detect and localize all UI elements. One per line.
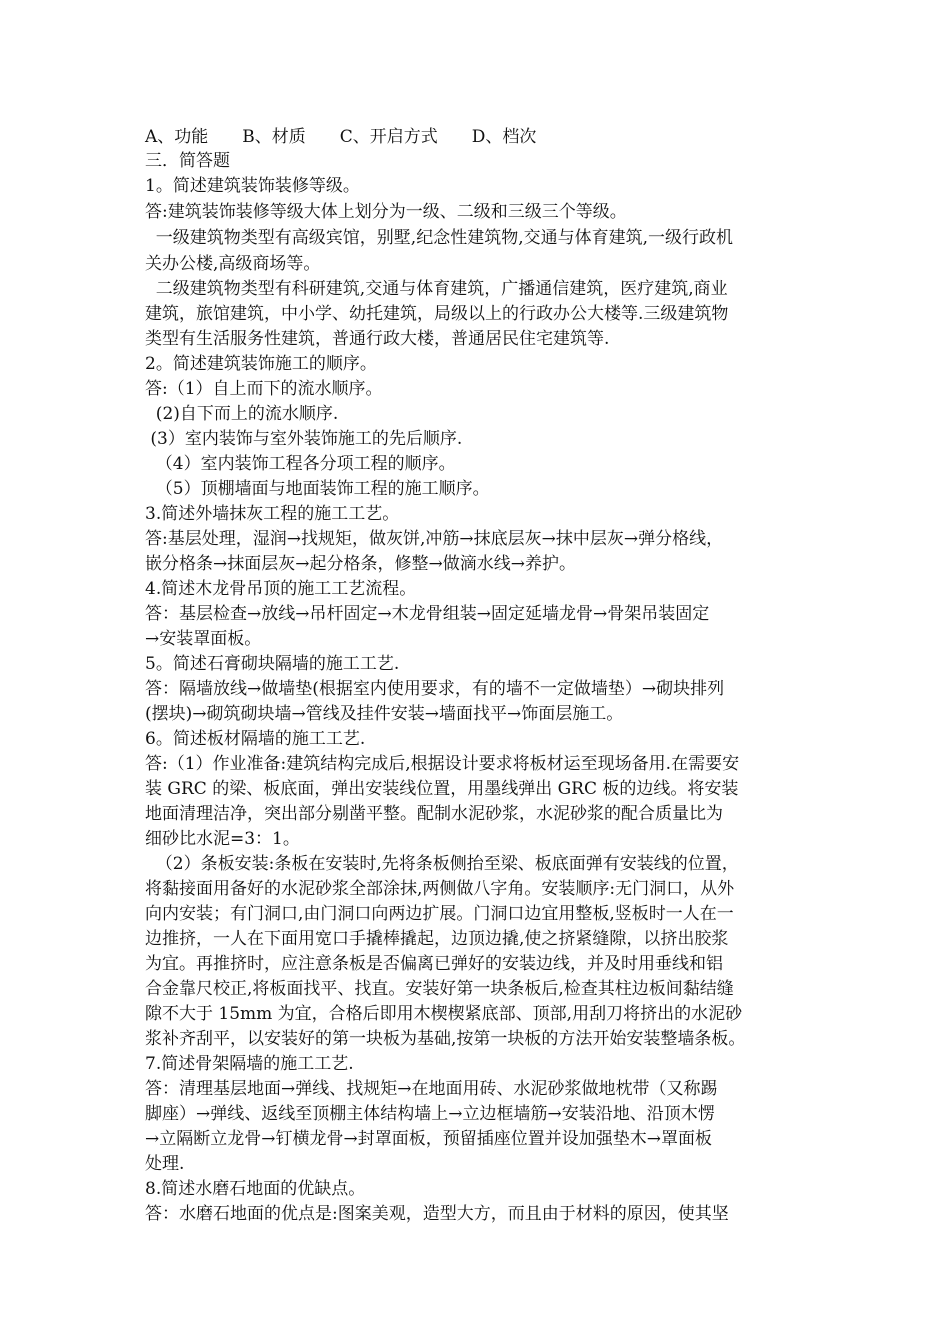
answer-line: 处理. [145,1154,185,1174]
question-1: 1。简述建筑装饰装修等级。 [145,176,360,196]
answer-line: →安装罩面板。 [145,629,262,649]
answer-line: 答:建筑装饰装修等级大体上划分为一级、二级和三级三个等级。 [145,202,627,222]
answer-line: 答：水磨石地面的优点是:图案美观，造型大方，而且由于材料的原因，使其坚 [145,1204,729,1224]
answer-line: 嵌分格条→抹面层灰→起分格条，修整→做滴水线→养护。 [145,554,576,574]
answer-line: 装 GRC 的梁、板底面，弹出安装线位置，用墨线弹出 GRC 板的边线。将安装 [145,779,739,799]
answer-line: （5）顶棚墙面与地面装饰工程的施工顺序。 [145,479,490,499]
answer-line: 合金靠尺校正,将板面找平、找直。安装好第一块条板后,检查其柱边板间黏结缝 [145,979,734,999]
answer-line: (摆块)→砌筑砌块墙→管线及挂件安装→墙面找平→饰面层施工。 [145,704,624,724]
question-5: 5。简述石膏砌块隔墙的施工工艺. [145,654,400,674]
answer-line: 将黏接面用备好的水泥砂浆全部涂抹,两侧做八字角。安装顺序:无门洞口，从外 [145,879,735,899]
answer-line: 边推挤，一人在下面用宽口手撬棒撬起，边顶边撬,使之挤紧缝隙，以挤出胶浆 [145,929,729,949]
answer-line: （2）条板安装:条板在安装时,先将条板侧抬至梁、板底面弹有安装线的位置， [145,854,739,874]
choice-options-line: A、功能 B、材质 C、开启方式 D、档次 [145,127,537,147]
question-2: 2。简述建筑装饰施工的顺序。 [145,354,377,374]
answer-line: 答:（1）作业准备:建筑结构完成后,根据设计要求将板材运至现场备用.在需要安 [145,754,740,774]
section-heading: 三．简答题 [145,151,230,171]
question-6: 6。简述板材隔墙的施工工艺. [145,729,366,749]
question-3: 3.简述外墙抹灰工程的施工工艺。 [145,504,400,524]
answer-line: 答:基层处理，湿润→找规矩，做灰饼,冲筋→抹底层灰→抹中层灰→弹分格线， [145,529,724,549]
answer-line: 隙不大于 15mm 为宜，合格后即用木楔楔紧底部、顶部,用刮刀将挤出的水泥砂 [145,1004,743,1024]
answer-line: 细砂比水泥=3：1。 [145,829,300,849]
question-7: 7.简述骨架隔墙的施工工艺. [145,1054,354,1074]
answer-line: 答:（1）自上而下的流水顺序。 [145,379,383,399]
answer-line: 向内安装；有门洞口,由门洞口向两边扩展。门洞口边宜用整板,竖板时一人在一 [145,904,734,924]
answer-line: 答：清理基层地面→弹线、找规矩→在地面用砖、水泥砂浆做地枕带（又称踢 [145,1079,718,1099]
question-4: 4.简述木龙骨吊顶的施工工艺流程。 [145,579,417,599]
question-8: 8.简述水磨石地面的优缺点。 [145,1179,366,1199]
answer-line: 一级建筑物类型有高级宾馆，别墅,纪念性建筑物,交通与体育建筑,一级行政机 [145,228,734,248]
answer-line: 地面清理洁净，突出部分剔凿平整。配制水泥砂浆，水泥砂浆的配合质量比为 [145,804,723,824]
answer-line: （4）室内装饰工程各分项工程的顺序。 [145,454,456,474]
answer-line: (3）室内装饰与室外装饰施工的先后顺序. [145,429,463,449]
answer-line: 为宜。再推挤时，应注意条板是否偏离已弹好的安装边线，并及时用垂线和铝 [145,954,723,974]
answer-line: 关办公楼,高级商场等。 [145,254,321,274]
answer-line: 脚座）→弹线、返线至顶棚主体结构墙上→立边框墙筋→安装沿地、沿顶木愣 [145,1104,715,1124]
answer-line: 建筑，旅馆建筑，中小学、幼托建筑，局级以上的行政办公大楼等.三级建筑物 [145,304,729,324]
answer-line: 二级建筑物类型有科研建筑,交通与体育建筑，广播通信建筑，医疗建筑,商业 [145,279,728,299]
answer-line: →立隔断立龙骨→钉横龙骨→封罩面板，预留插座位置并设加强垫木→罩面板 [145,1129,712,1149]
answer-line: 答：隔墙放线→做墙垫(根据室内使用要求，有的墙不一定做墙垫）→砌块排列 [145,679,725,699]
answer-line: 答：基层检查→放线→吊杆固定→木龙骨组装→固定延墙龙骨→骨架吊装固定 [145,604,710,624]
answer-line: (2)自下而上的流水顺序. [145,404,339,424]
answer-line: 浆补齐刮平，以安装好的第一块板为基础,按第一块板的方法开始安装整墙条板。 [145,1029,746,1049]
answer-line: 类型有生活服务性建筑，普通行政大楼，普通居民住宅建筑等. [145,329,610,349]
